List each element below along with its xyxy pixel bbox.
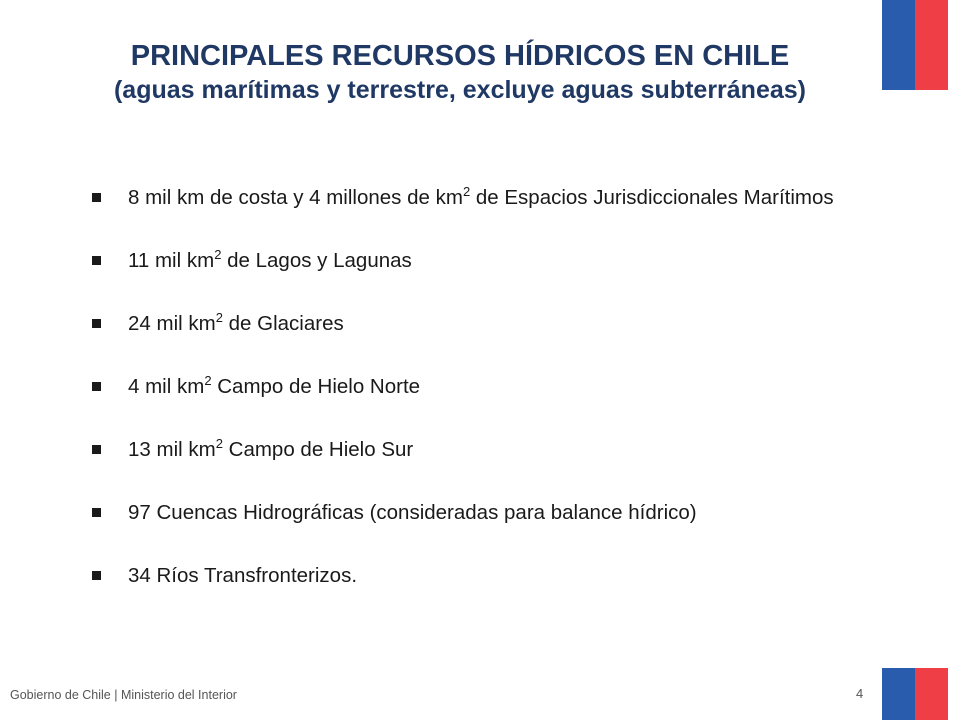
bullet-item [92,498,862,528]
flag-red-band [915,0,948,90]
bullet-text [128,375,420,398]
square-bullet-icon [92,256,101,265]
superscript: 2 [215,310,223,325]
square-bullet-icon [92,445,101,454]
bullet-text [128,438,413,461]
flag-blue-band [882,668,915,720]
slide-title [40,38,880,106]
title-line-1: PRINCIPALES RECURSOS HÍDRICOS EN CHILE [130,40,790,72]
bullet-text-part: 11 mil km [128,249,215,272]
bullet-item [92,183,862,213]
bullet-text-part: de Glaciares [222,312,344,335]
square-bullet-icon [92,571,101,580]
bullet-text-part: de Espacios Jurisdiccionales Marítimos [470,186,834,209]
bullet-text-part: Campo de Hielo Norte [211,375,421,398]
square-bullet-icon [92,382,101,391]
bullet-item [92,309,862,339]
square-bullet-icon [92,319,101,328]
chile-flag-stripe-top [882,0,948,90]
bullet-item [92,561,862,591]
square-bullet-icon [92,508,101,517]
superscript: 2 [214,247,222,262]
flag-blue-band [882,0,915,90]
chile-flag-stripe-bottom [882,668,948,720]
bullet-text-part: 8 mil km de costa y 4 millones de km [128,186,463,209]
bullet-text-part: Campo de Hielo Sur [222,438,414,461]
bullet-text: 34 Ríos Transfronterizos. [128,564,358,587]
title-line-2: (aguas marítimas y terrestre, excluye aguas subterráneas) [113,76,806,104]
bullet-text-part: de Lagos y Lagunas [221,249,412,272]
superscript: 2 [204,373,212,388]
page-number: 4 [856,686,864,701]
bullet-text-part: 4 mil km [128,375,205,398]
bullet-text [128,249,412,272]
bullet-list [92,183,862,624]
superscript: 2 [462,184,471,199]
bullet-item [92,246,862,276]
bullet-item [92,372,862,402]
bullet-item [92,435,862,465]
bullet-text-part: 13 mil km [128,438,216,461]
bullet-text [128,312,344,335]
square-bullet-icon [92,193,101,202]
footer-text: Gobierno de Chile | Ministerio del Interior [10,688,237,702]
bullet-text [128,183,862,213]
bullet-text-part: 24 mil km [128,312,216,335]
superscript: 2 [215,436,223,451]
flag-red-band [915,668,948,720]
bullet-text: 97 Cuencas Hidrográficas (consideradas para balance hídrico) [128,501,697,524]
